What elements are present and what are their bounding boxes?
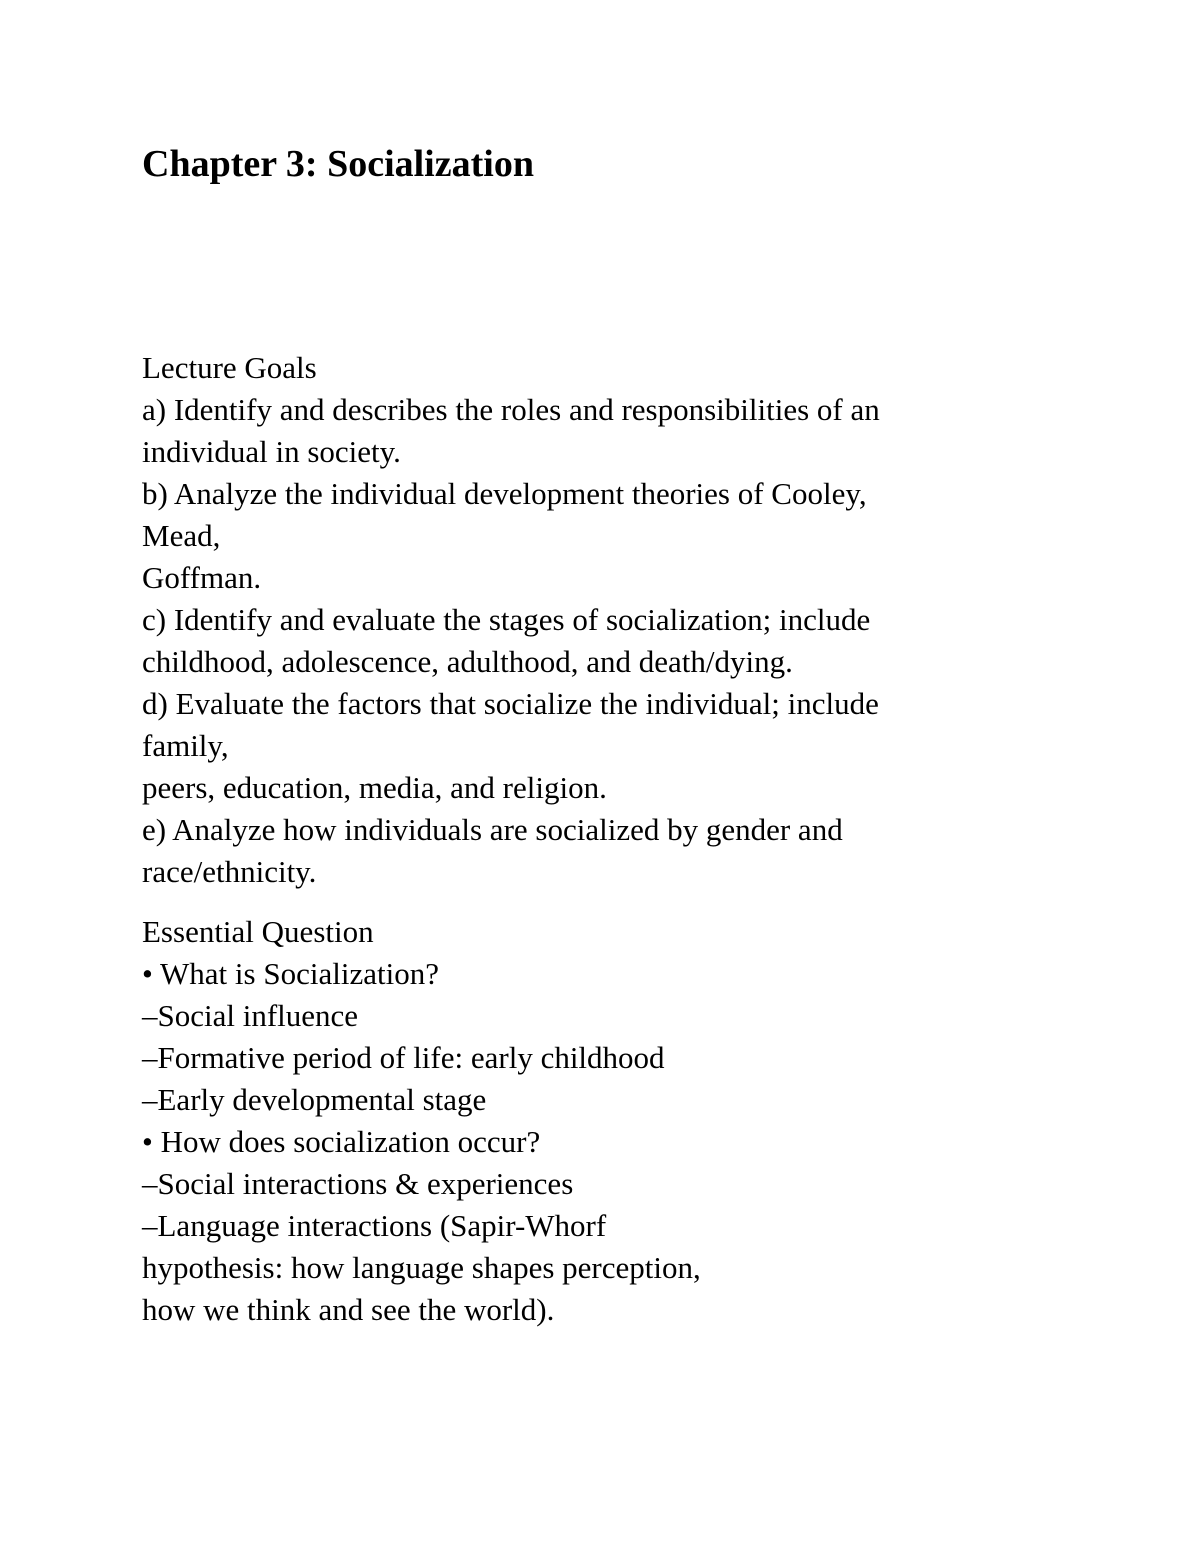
goal-line: c) Identify and evaluate the stages of socialization; include [142,602,871,637]
question-line: –Language interactions (Sapir-Whorf [142,1208,607,1243]
lecture-goals-heading: Lecture Goals [142,350,317,385]
goal-line: family, [142,728,229,763]
goal-line: b) Analyze the individual development theories of Cooley, [142,476,867,511]
question-line: –Formative period of life: early childhood [142,1040,665,1075]
question-line: hypothesis: how language shapes perception, [142,1250,701,1285]
goal-line: Mead, [142,518,221,553]
goal-line: childhood, adolescence, adulthood, and death/dying. [142,644,793,679]
goal-line: peers, education, media, and religion. [142,770,607,805]
goal-line: d) Evaluate the factors that socialize the individual; include [142,686,879,721]
goal-line: Goffman. [142,560,262,595]
goal-line: race/ethnicity. [142,854,317,889]
lecture-goals-section [142,347,1142,893]
goal-line: individual in society. [142,434,401,469]
question-line: • What is Socialization? [142,956,439,991]
goal-line: e) Analyze how individuals are socialized by gender and [142,812,843,847]
essential-question-heading: Essential Question [142,914,374,949]
question-line: –Social influence [142,998,359,1033]
question-line: • How does socialization occur? [142,1124,541,1159]
goal-line: a) Identify and describes the roles and responsibilities of an [142,392,880,427]
page-title: Chapter 3: Socialization [142,143,534,185]
essential-question-section [142,911,1142,1331]
question-line: –Social interactions & experiences [142,1166,574,1201]
question-line: how we think and see the world). [142,1292,555,1327]
question-line: –Early developmental stage [142,1082,487,1117]
